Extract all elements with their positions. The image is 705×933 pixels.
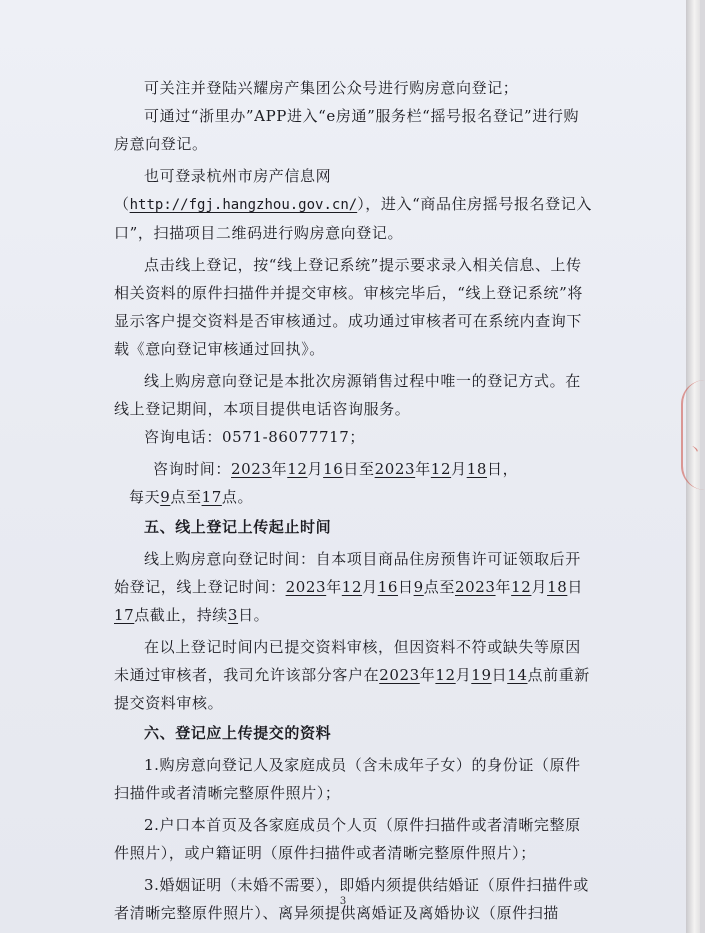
unit-hour-to: 点至 — [170, 488, 202, 506]
consult-time — [114, 455, 594, 483]
unit-day-end: 日， — [487, 460, 519, 478]
s5-start-month: 12 — [341, 578, 363, 596]
unit-year: 年 — [326, 578, 342, 596]
red-seal-fragment — [681, 380, 705, 490]
resubmit-text-before: 在以上登记时间内已提交资料审核，但因资料不符或缺失等原因未通过审核者，我司允许该部分客户在 — [114, 638, 581, 684]
unit-day-to: 日至 — [343, 460, 375, 478]
s5-end-hour: 17 — [114, 606, 135, 624]
daily-label: 每天 — [129, 488, 161, 506]
document-body — [114, 74, 594, 927]
unit-hour-to: 点至 — [423, 578, 455, 596]
section-5-resubmit — [114, 633, 594, 717]
unit-year: 年 — [495, 578, 512, 596]
section-5-registration-period — [114, 545, 594, 629]
s5-end-day: 18 — [547, 578, 568, 596]
unit-year: 年 — [271, 460, 288, 478]
unit-hour-end: 点截止，持续 — [134, 606, 228, 624]
unit-month: 月 — [362, 578, 378, 596]
phone-end: ； — [349, 428, 366, 446]
s5-start-day: 16 — [377, 578, 398, 596]
unit-days-end: 日。 — [238, 606, 270, 624]
unit-year: 年 — [415, 460, 431, 478]
unit-hour-end: 点。 — [221, 488, 254, 506]
unit-month: 月 — [455, 666, 472, 684]
s5-start-year: 2023 — [285, 578, 327, 596]
section-6-item-3: 3.婚姻证明（未婚不需要），即婚内须提供结婚证（原件扫描件或者清晰完整原件照片）、离异须提供离婚证及离婚协议（原件扫描 — [114, 876, 589, 922]
section-6-item-1: 1.购房意向登记人及家庭成员（含未成年子女）的身份证（原件扫描件或者清晰完整原件照片）； — [114, 756, 581, 802]
consult-end-hour: 17 — [201, 488, 222, 506]
consult-end-day: 18 — [466, 460, 487, 478]
page-number: 3 — [339, 896, 347, 907]
unit-day: 日 — [491, 666, 508, 684]
s5-start-hour: 9 — [413, 578, 424, 596]
website-text-before: 也可登录杭州市房产信息网（ — [114, 167, 332, 213]
resubmit-year: 2023 — [379, 666, 420, 684]
phone-label: 咨询电话： — [144, 428, 223, 446]
seal-mark-icon: 丶 — [688, 443, 702, 459]
unit-month: 月 — [451, 460, 467, 478]
section-5-intro: 线上购房意向登记时间：自本项目商品住房预售许可证领取后开始登记，线上登记时间： — [114, 550, 581, 596]
section-6-item-2: 2.户口本首页及各家庭成员个人页（原件扫描件或者清晰完整原件照片），或户籍证明（原件扫描件或者清晰完整原件照片）； — [114, 816, 581, 862]
paragraph-zheliban: 可通过“浙里办”APP进入“e房通”服务栏“摇号报名登记”进行购房意向登记。 — [114, 107, 580, 153]
consult-end-month: 12 — [430, 460, 452, 478]
website-text-after: ），进入“商品住房摇号报名登记入口”，扫描项目二维码进行购房意向登记。 — [114, 195, 592, 242]
consult-start-month: 12 — [287, 460, 308, 478]
paragraph-website — [114, 162, 594, 247]
section-6-heading: 六、登记应上传提交的资料 — [144, 724, 332, 742]
unit-day: 日 — [567, 578, 583, 596]
resubmit-day: 19 — [471, 666, 492, 684]
consult-start-year: 2023 — [231, 460, 272, 478]
consult-end-year: 2023 — [374, 460, 416, 478]
s5-duration-days: 3 — [227, 606, 239, 624]
paragraph-online-register: 点击线上登记，按“线上登记系统”提示要求录入相关信息、上传相关资料的原件扫描件并提交审核。审核完毕后，“线上登记系统”将显示客户提交资料是否审核通过。成功通过审核者可在系统内查询下载《意向登记审核通过回执》。 — [114, 256, 583, 358]
phone-number: 0571-86077717 — [222, 428, 350, 446]
consult-start-hour: 9 — [160, 488, 171, 506]
s5-end-month: 12 — [511, 578, 532, 596]
unit-day: 日 — [398, 578, 414, 596]
consult-hours — [114, 483, 594, 511]
unit-month: 月 — [531, 578, 548, 596]
resubmit-month: 12 — [435, 666, 456, 684]
website-link[interactable]: http://fgj.hangzhou.gov.cn/ — [129, 197, 358, 213]
s5-end-year: 2023 — [454, 578, 496, 596]
unit-month: 月 — [307, 460, 324, 478]
resubmit-hour: 14 — [507, 666, 528, 684]
paragraph-wechat: 可关注并登陆兴耀房产集团公众号进行购房意向登记； — [144, 79, 519, 97]
resubmit-text-after: 点前重新提交资料审核。 — [114, 666, 590, 712]
consult-phone — [114, 423, 594, 451]
consult-start-day: 16 — [323, 460, 344, 478]
consult-label: 咨询时间： — [153, 460, 232, 478]
section-5-heading: 五、线上登记上传起止时间 — [144, 518, 332, 536]
unit-year: 年 — [419, 666, 436, 684]
paragraph-only-method: 线上购房意向登记是本批次房源销售过程中唯一的登记方式。在线上登记期间，本项目提供电话咨询服务。 — [114, 372, 581, 418]
